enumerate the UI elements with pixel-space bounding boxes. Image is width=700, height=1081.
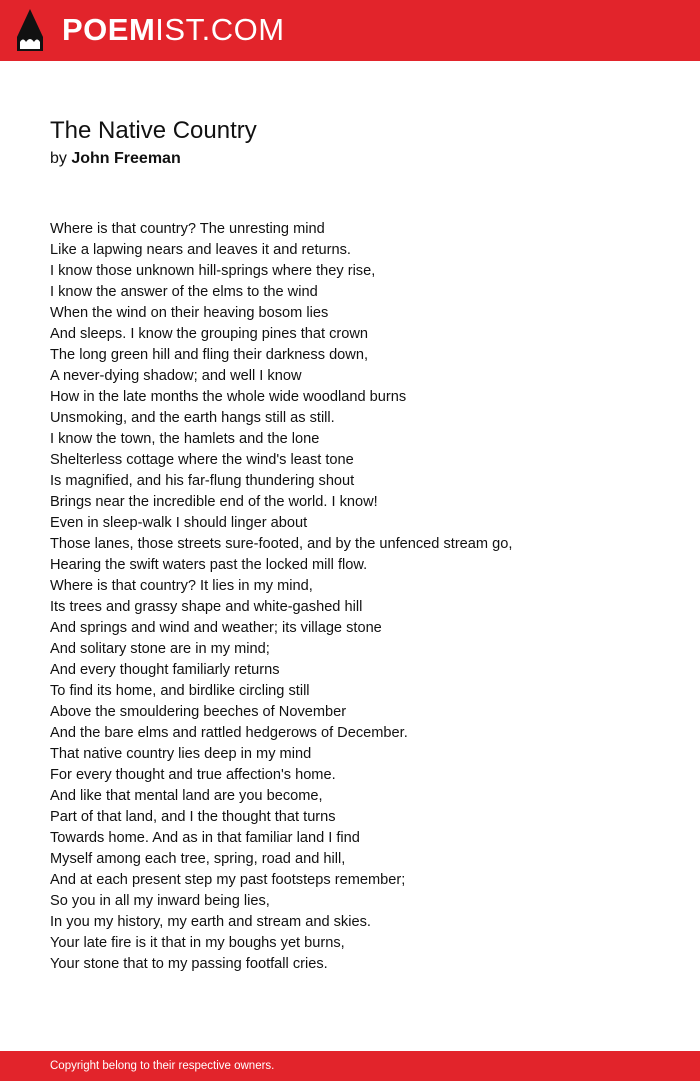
poem-line: Shelterless cottage where the wind's least tone (50, 452, 354, 468)
poem-line: That native country lies deep in my mind (50, 746, 312, 762)
poem-line: And the bare elms and rattled hedgerows of December. (50, 725, 408, 741)
poem-line: Myself among each tree, spring, road and hill, (50, 851, 346, 867)
poem-line: Its trees and grassy shape and white-gashed hill (50, 599, 363, 615)
poem-body (50, 219, 512, 975)
poem-line: So you in all my inward being lies, (50, 893, 270, 909)
poem-line: Even in sleep-walk I should linger about (50, 515, 308, 531)
copyright-notice: Copyright belong to their respective owners. (50, 1060, 275, 1072)
poem-line: And springs and wind and weather; its village stone (50, 620, 382, 636)
poem-line: And every thought familiarly returns (50, 662, 280, 678)
site-logo[interactable] (62, 12, 285, 48)
poem-line: Towards home. And as in that familiar land I find (50, 830, 360, 846)
author-name: John Freeman (71, 150, 181, 167)
logo-wordmark-bold: POEM (62, 12, 156, 47)
poem-line: In you my history, my earth and stream and skies. (50, 914, 371, 930)
poem-line: When the wind on their heaving bosom lies (50, 305, 329, 321)
poem-line: Where is that country? The unresting mind (50, 221, 325, 237)
by-label: by (50, 150, 67, 167)
poem-line: To find its home, and birdlike circling still (50, 683, 310, 699)
poem-line: I know those unknown hill-springs where they rise, (50, 263, 376, 279)
poem-line: Like a lapwing nears and leaves it and returns. (50, 242, 351, 258)
byline (50, 148, 181, 169)
poem-line: The long green hill and fling their darkness down, (50, 347, 369, 363)
poem-line: Part of that land, and I the thought that turns (50, 809, 336, 825)
poem-line: And like that mental land are you become, (50, 788, 323, 804)
poem-line: Brings near the incredible end of the world. I know! (50, 494, 378, 510)
site-header (0, 0, 700, 61)
poem-line: Unsmoking, and the earth hangs still as still. (50, 410, 335, 426)
poem-line: I know the answer of the elms to the wind (50, 284, 318, 300)
poem-line: Your late fire is it that in my boughs yet burns, (50, 935, 345, 951)
poem-line: And sleeps. I know the grouping pines that crown (50, 326, 369, 342)
poem-title: The Native Country (50, 117, 257, 144)
poem-line: Is magnified, and his far-flung thundering shout (50, 473, 355, 489)
poem-line: And solitary stone are in my mind; (50, 641, 270, 657)
poem-line: I know the town, the hamlets and the lone (50, 431, 320, 447)
poem-line: Hearing the swift waters past the locked mill flow. (50, 557, 368, 573)
logo-wordmark-light: IST.COM (155, 12, 285, 47)
poem-line: How in the late months the whole wide woodland burns (50, 389, 407, 405)
poem-line: A never-dying shadow; and well I know (50, 368, 302, 384)
poem-line: And at each present step my past footsteps remember; (50, 872, 406, 888)
site-footer (0, 1051, 700, 1081)
poem-line: Above the smouldering beeches of November (50, 704, 347, 720)
pencil-icon[interactable] (17, 9, 43, 51)
poem-line: Your stone that to my passing footfall cries. (50, 956, 328, 972)
poem-line: Those lanes, those streets sure-footed, and by the unfenced stream go, (50, 536, 513, 552)
poem-line: Where is that country? It lies in my mind, (50, 578, 313, 594)
poem-line: For every thought and true affection's home. (50, 767, 336, 783)
